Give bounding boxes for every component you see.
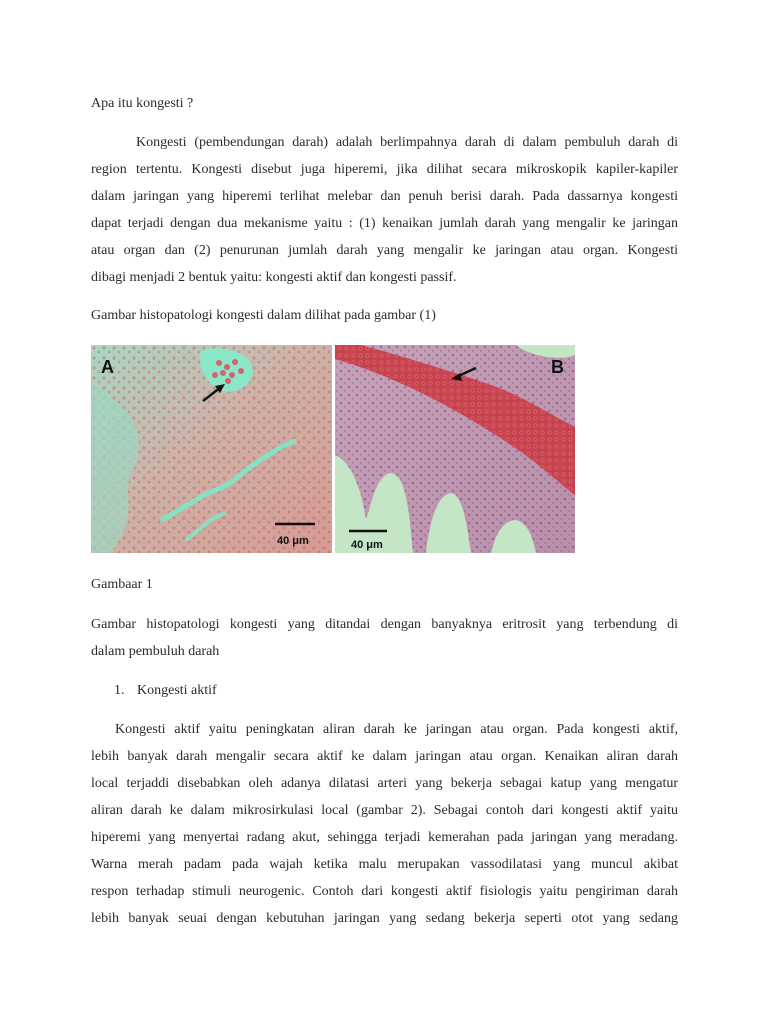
histopathology-micrograph [91, 345, 575, 553]
scale-bar-label-b: 40 μm [351, 539, 383, 551]
body-line: hiperemi yang menyertai radang akut, sehingga terjadi kemerahan pada jaringan yang meradang. [91, 830, 678, 845]
caption-line: dalam pembuluh darah [91, 644, 220, 659]
figure-caption-label: Gambaar 1 [91, 577, 153, 592]
intro-paragraph [91, 129, 678, 291]
list-item-kongesti-aktif [114, 681, 217, 701]
scale-bar-label-a: 40 μm [277, 535, 309, 547]
body-line: lebih banyak seuai dengan kebutuhan jaringan yang sedang bekerja seperti otot yang sedang [91, 911, 678, 926]
intro-line: dalam jaringan yang hiperemi terlihat melebar dan penuh berisi darah. Pada dassarnya kongesti [91, 189, 678, 204]
body-line: respon terhadap stimuli neurogenic. Contoh dari kongesti aktif fisiologis yaitu pengiriman darah [91, 884, 678, 899]
section-question-heading: Apa itu kongesti ? [91, 96, 194, 111]
body-line: aliran darah ke dalam mikrosirkulasi local (gambar 2). Sebagai contoh dari kongesti aktif yaitu [91, 803, 678, 818]
intro-line: dibagi menjadi 2 bentuk yaitu: kongesti aktif dan kongesti passif. [91, 270, 457, 285]
body-line: local terjaddi disebabkan oleh adanya dilatasi arteri yang bekerja sebagai katup yang mengatur [91, 776, 678, 791]
intro-line: region tertentu. Kongesti disebut juga hiperemi, jika dilihat secara mikroskopik kapiler-kapiler [91, 162, 678, 177]
intro-line: dapat terjadi dengan dua mekanisme yaitu : (1) kenaikan jumlah darah yang mengalir ke jaringan [91, 216, 678, 231]
kongesti-aktif-paragraph [91, 716, 678, 932]
histopathology-figure [91, 345, 575, 553]
figure-intro-text: Gambar histopatologi kongesti dalam dilihat pada gambar (1) [91, 308, 436, 323]
caption-line: Gambar histopatologi kongesti yang ditandai dengan banyaknya eritrosit yang terbendung di [91, 617, 678, 632]
intro-line: atau organ dan (2) penurunan jumlah darah yang mengalir ke jaringan atau organ. Kongesti [91, 243, 678, 258]
body-line: lebih banyak darah mengalir secara aktif ke dalam jaringan atau organ. Kenaikan aliran darah [91, 749, 678, 764]
panel-b-letter: B [551, 357, 564, 377]
body-line: Warna merah padam pada wajah ketika malu merupakan vassodilatasi yang muncul akibat [91, 857, 678, 872]
list-text: Kongesti aktif [137, 683, 217, 698]
body-line: Kongesti aktif yaitu peningkatan aliran darah ke jaringan atau organ. Pada kongesti aktif, [115, 722, 678, 737]
panel-a [91, 345, 332, 553]
intro-line: Kongesti (pembendungan darah) adalah berlimpahnya darah di dalam pembuluh darah di [136, 135, 678, 150]
list-number: 1. [114, 683, 125, 698]
panel-a-letter: A [101, 357, 114, 377]
panel-b [335, 345, 575, 553]
figure-caption-paragraph [91, 611, 678, 665]
